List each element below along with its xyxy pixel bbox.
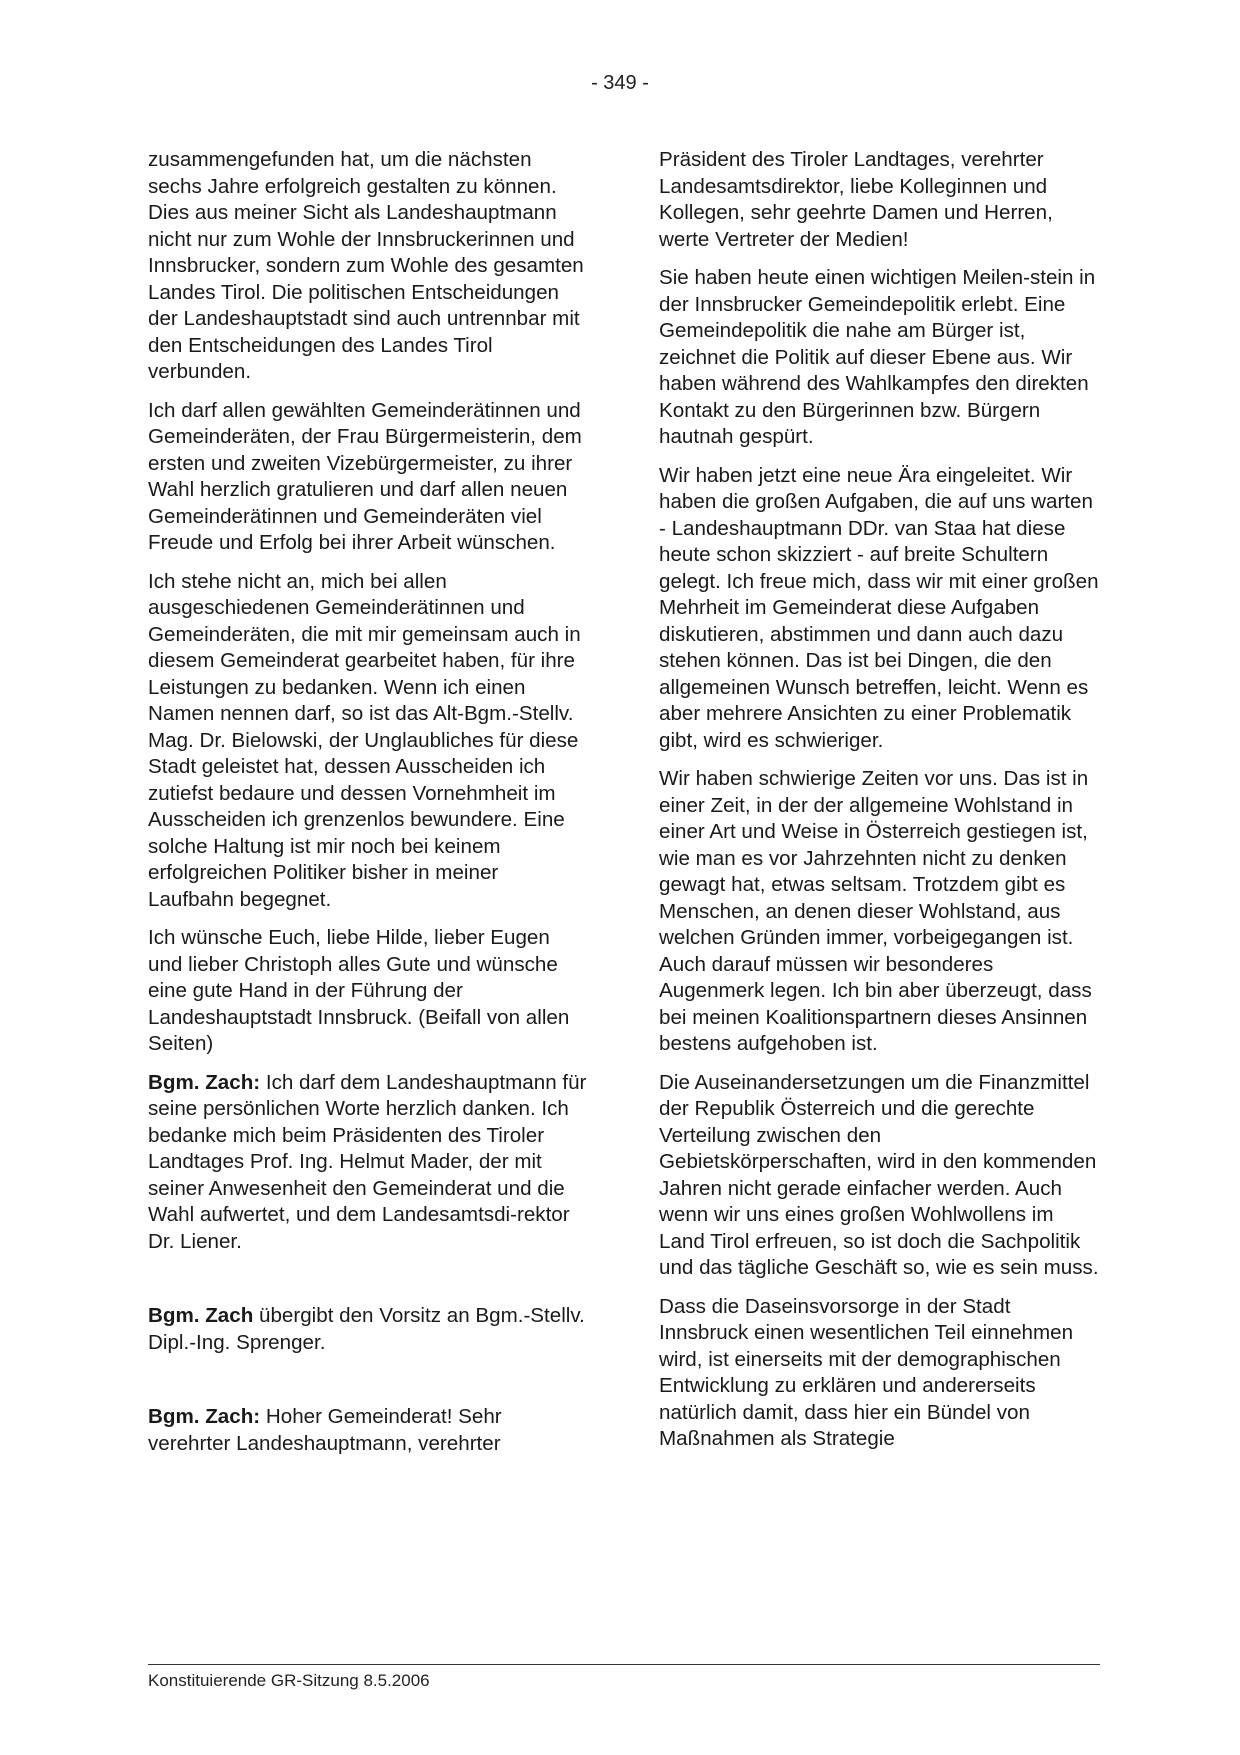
footer-divider <box>148 1664 1100 1665</box>
speech-paragraph <box>148 1404 588 1457</box>
paragraph: Dass die Daseinsvorsorge in der Stadt Innsbruck einen wesentlichen Teil einnehmen wird, ist einerseits mit der demographischen Entwicklung zu erklären und andererseits natürlich damit, dass hier ein Bündel von Maßnahmen als Strategie <box>659 1294 1074 1450</box>
speech-paragraph <box>148 1070 588 1256</box>
paragraph: Ich darf allen gewählten Gemeinderätinnen und Gemeinderäten, der Frau Bürgermeisterin, dem ersten und zweiten Vizebürgermeister, zu ihrer Wahl herzlich gratulieren und darf allen neuen Gemeinderätinnen und Gemeinderäten viel Freude und Erfolg bei ihrer Arbeit wünschen. <box>148 398 582 554</box>
speech-text: Hoher Gemeinderat! Sehr verehrter Landeshauptmann, verehrter <box>148 1405 502 1455</box>
paragraph: Ich stehe nicht an, mich bei allen ausgeschiedenen Gemeinderätinnen und Gemeinderäten, die mit mir gemeinsam auch in diesem Gemeinderat gearbeitet haben, für ihre Leistungen zu bedanken. Wenn ich einen Namen nennen darf, so ist das Alt-Bgm.-Stellv. Mag. Dr. Bielowski, der Unglaubliches für diese Stadt geleistet hat, dessen Ausscheiden ich zutiefst bedaure und dessen Vornehmheit im Ausscheiden ich grenzenlos bewundere. Eine solche Haltung ist mir noch bei keinem erfolgreichen Politiker bisher in meiner Laufbahn begegnet. <box>148 569 581 911</box>
right-column <box>659 147 1099 1465</box>
paragraph: Die Auseinandersetzungen um die Finanzmittel der Republik Österreich und die gerechte Verteilung zwischen den Gebietskörperschaften, wird in den kommenden Jahren nicht gerade einfacher werden. Auch wenn wir uns eines großen Wohlwollens im Land Tirol erfreuen, so ist doch die Sachpolitik und das tägliche Geschäft so, wie es sein muss. <box>659 1070 1099 1279</box>
left-column <box>148 147 588 1469</box>
paragraph: Sie haben heute einen wichtigen Meilen-stein in der Innsbrucker Gemeindepolitik erlebt. Eine Gemeindepolitik die nahe am Bürger ist, zeichnet die Politik auf dieser Ebene aus. Wir haben während des Wahlkampfes den direkten Kontakt zu den Bürgerinnen bzw. Bürgern hautnah gespürt. <box>659 266 1096 448</box>
paragraph: Wir haben schwierige Zeiten vor uns. Das ist in einer Zeit, in der der allgemeine Wohlstand in einer Art und Weise in Österreich gestiegen ist, wie man es vor Jahrzehnten nicht zu denken gewagt hat, etwas seltsam. Trotzdem gibt es Menschen, an denen dieser Wohlstand, aus welchen Gründen immer, vorbeigegangen ist. Auch darauf müssen wir besonderes Augenmerk legen. Ich bin aber überzeugt, dass bei meinen Koalitionspartnern dieses Ansinnen bestens aufgehoben ist. <box>659 767 1092 1055</box>
paragraph: Ich wünsche Euch, liebe Hilde, lieber Eugen und lieber Christoph alles Gute und wünsche eine gute Hand in der Führung der Landeshauptstadt Innsbruck. (Beifall von allen Seiten) <box>148 926 570 1055</box>
speaker-name: Bgm. Zach: <box>148 1405 261 1428</box>
procedure-note <box>148 1303 588 1356</box>
footer-text: Konstituierende GR-Sitzung 8.5.2006 <box>148 1671 430 1690</box>
paragraph: Präsident des Tiroler Landtages, verehrter Landesamtsdirektor, liebe Kolleginnen und Kollegen, sehr geehrte Damen und Herren, werte Vertreter der Medien! <box>659 148 1053 251</box>
speech-text: Ich darf dem Landeshauptmann für seine persönlichen Worte herzlich danken. Ich bedanke mich beim Präsidenten des Tiroler Landtages Prof. Ing. Helmut Mader, der mit seiner Anwesenheit den Gemeinderat und die Wahl aufwertet, und dem Landesamtsdi-rektor Dr. Liener. <box>148 1070 587 1253</box>
speaker-name: Bgm. Zach: <box>148 1070 261 1094</box>
speaker-name: Bgm. Zach <box>148 1304 254 1327</box>
paragraph: Wir haben jetzt eine neue Ära eingeleitet. Wir haben die großen Aufgaben, die auf uns warten - Landeshauptmann DDr. van Staa hat diese heute schon skizziert - auf breite Schultern gelegt. Ich freue mich, dass wir mit einer großen Mehrheit im Gemeinderat diese Aufgaben diskutieren, abstimmen und dann auch dazu stehen können. Das ist bei Dingen, die den allgemeinen Wunsch betreffen, leicht. Wenn es aber mehrere Ansichten zu einer Problematik gibt, wird es schwieriger. <box>659 463 1099 752</box>
paragraph: zusammengefunden hat, um die nächsten sechs Jahre erfolgreich gestalten zu können. Dies aus meiner Sicht als Landeshauptmann nicht nur zum Wohle der Innsbruckerinnen und Innsbrucker, sondern zum Wohle des gesamten Landes Tirol. Die politischen Entscheidungen der Landeshauptstadt sind auch untrennbar mit den Entscheidungen des Landes Tirol verbunden. <box>148 148 584 383</box>
procedure-text: übergibt den Vorsitz an Bgm.-Stellv. Dipl.-Ing. Sprenger. <box>148 1304 585 1354</box>
page-number: - 349 - <box>591 72 649 94</box>
